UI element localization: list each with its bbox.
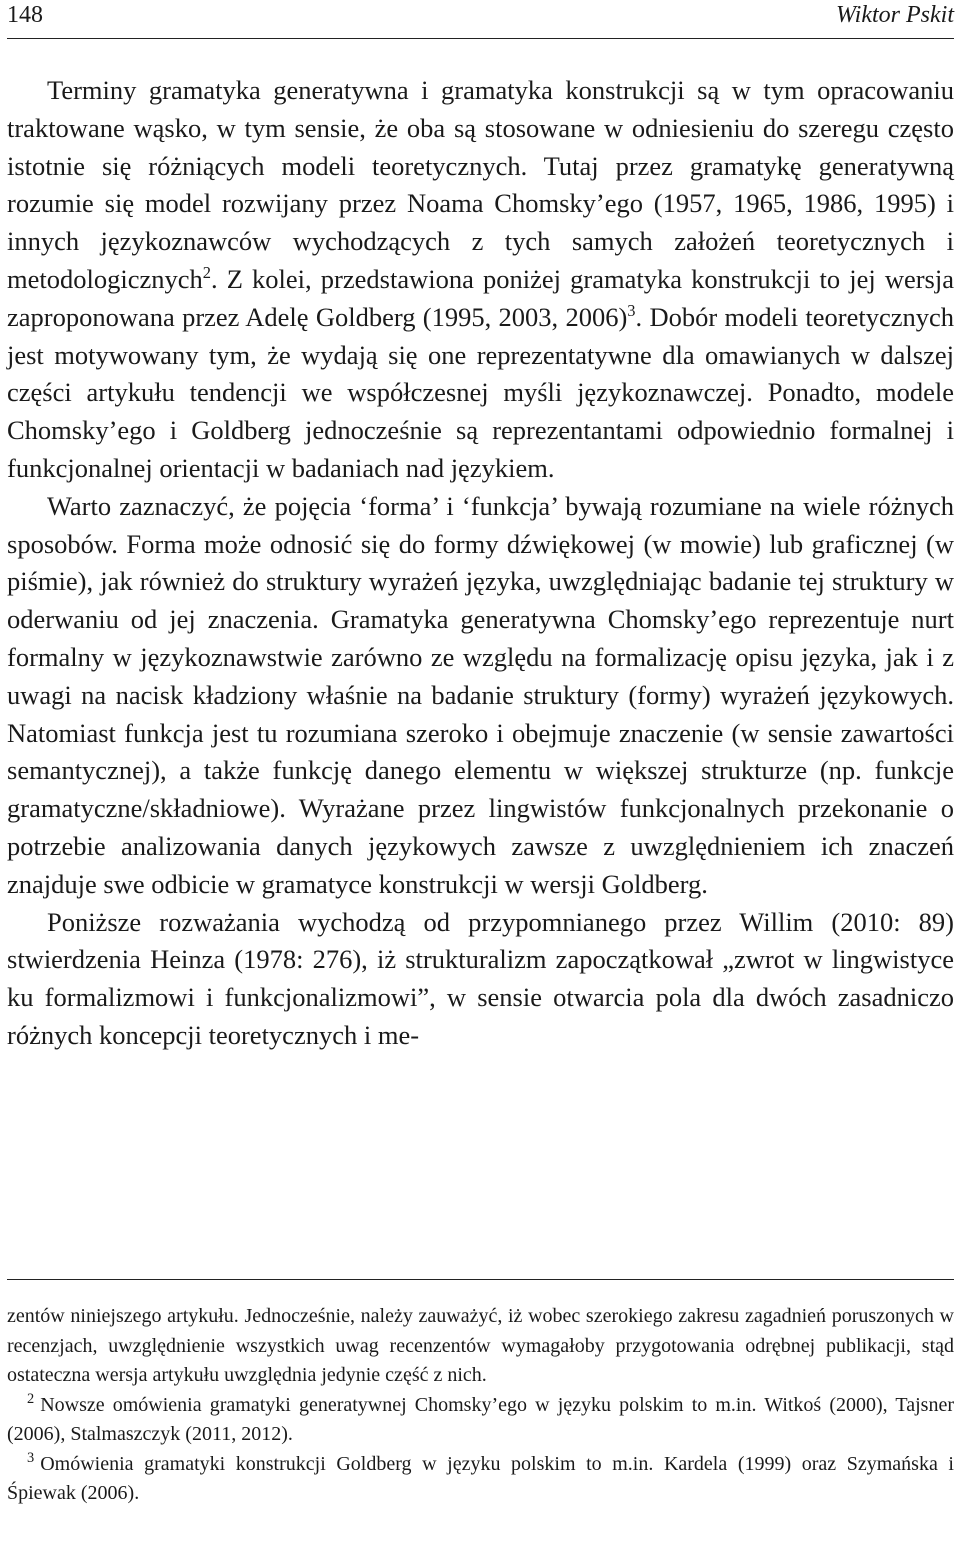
page-number: 148 <box>7 2 43 28</box>
footnote-ref-3: 3 <box>627 300 636 320</box>
paragraph-1-part-a: Terminy gramatyka generatywna i gramatyka konstrukcji są w tym opracowaniu traktowane wąsko, w tym sensie, że oba są stosowane w odniesieniu do szeregu często istotnie się różniących modeli teoretycznych. Tutaj przez gramatykę generatywną rozumie się model rozwijany przez Noama Chomsky’ego (1957, 1965, 1986, 1995) i innych językoznawców wychodzących z tych samych założeń teoretycznych i metodologicznych <box>7 75 954 294</box>
footnote-3-text: Omówienia gramatyki konstrukcji Goldberg w języku polskim to m.in. Kardela (1999) oraz Szymańska i Śpiewak (2006). <box>7 1452 954 1504</box>
footnote-2-mark: 2 <box>27 1390 35 1407</box>
paragraph-3: Poniższe rozważania wychodzą od przypomnianego przez Willim (2010: 89) stwierdzenia Heinza (1978: 276), iż strukturalizm zapoczątkował „zwrot w lingwistyce ku formalizmowi i funkcjonalizmowi”, w sensie otwarcia pola dla dwóch zasadniczo różnych koncepcji teoretycznych i me- <box>7 906 954 1050</box>
body-text <box>7 72 954 1055</box>
footnotes <box>7 1302 954 1509</box>
paragraph-1 <box>7 72 954 488</box>
paragraph-1-part-b: . Z kolei, przedstawiona poniżej gramatyka konstrukcji to jej wersja zaproponowana przez Adelę Goldberg (1995, 2003, 2006) <box>7 263 954 332</box>
footnote-3 <box>7 1450 954 1509</box>
footnote-ref-2: 2 <box>202 263 211 283</box>
paragraph-2: Warto zaznaczyć, że pojęcia ‘forma’ i ‘funkcja’ bywają rozumiane na wiele różnych sposobów. Forma może odnosić się do formy dźwiękowej (w mowie) lub graficznej (w piśmie), jak również do struktury wyrażeń języka, uwzględniając badanie tej struktury w oderwaniu od jej znaczenia. Gramatyka generatywna Chomsky’ego reprezentuje nurt formalny w językoznawstwie zarówno ze względu na formalizację opisu języka, jak i z uwagi na nacisk kładziony właśnie na badanie struktury (formy) wyrażeń językowych. Natomiast funkcja jest tu rozumiana szeroko i obejmuje znaczenie (w sensie zawartości semantycznej), a także funkcję danego elementu w większej strukturze (np. funkcje gramatyczne/składniowe). Wyrażane przez lingwistów funkcjonalnych przekonanie o potrzebie analizowania danych językowych zawsze z uwzględnieniem ich znaczeń znajduje swe odbicie w gramatyce konstrukcji w wersji Goldberg. <box>7 490 954 899</box>
running-head-author: Wiktor Pskit <box>836 2 954 28</box>
footnote-2 <box>7 1391 954 1450</box>
paragraph-1-part-c: . Dobór modeli teoretycznych jest motywowany tym, że wydają się one reprezentatywne dla omawianych w dalszej części artykułu tendencji we współczesnej myśli językoznawczej. Ponadto, modele Chomsky’ego i Goldberg jednocześnie są reprezentantami odpowiednio formalnej i funkcjonalnej orientacji w badaniach nad językiem. <box>7 301 954 483</box>
page-header <box>7 0 954 39</box>
footnote-3-mark: 3 <box>27 1449 35 1466</box>
footnote-continued: zentów niniejszego artykułu. Jednocześnie, należy zauważyć, iż wobec szerokiego zakresu zagadnień poruszonych w recenzjach, uwzględnienie wszystkich uwag recenzentów wymagałoby przygotowania odrębnej publikacji, stąd ostateczna wersja artykułu uwzględnia jedynie część z nich. <box>7 1305 954 1386</box>
footnote-2-text: Nowsze omówienia gramatyki generatywnej Chomsky’ego w języku polskim to m.in. Witkoś (2000), Tajsner (2006), Stalmaszczyk (2011, 2012). <box>7 1393 954 1445</box>
footnote-divider <box>7 1279 954 1280</box>
